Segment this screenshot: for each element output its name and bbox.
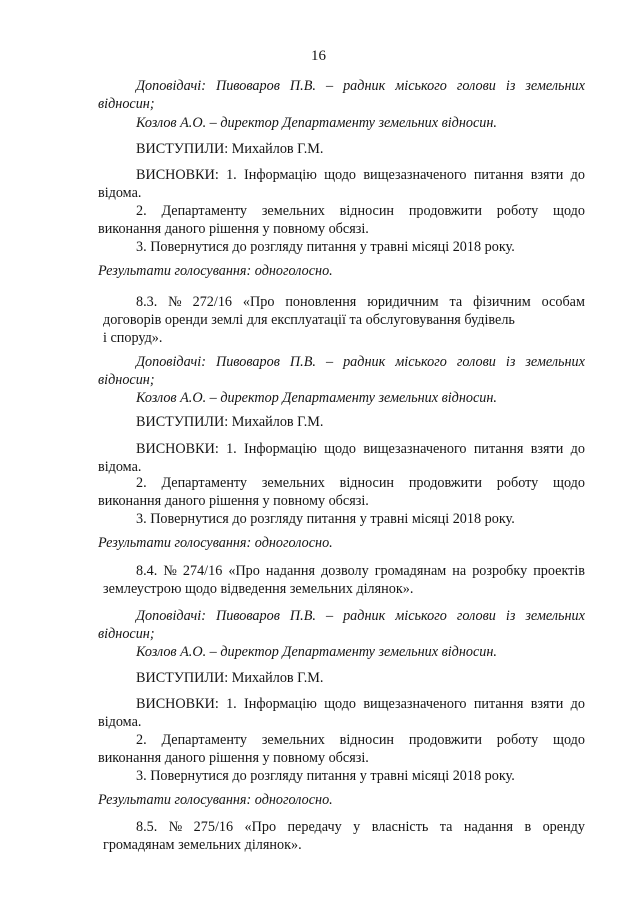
word: взяти — [530, 696, 564, 712]
word: Пивоваров — [215, 354, 280, 370]
agenda-item-line — [136, 562, 585, 580]
word: роботу — [496, 203, 539, 219]
word: питання — [473, 696, 524, 712]
word: 1. — [226, 441, 237, 457]
word: та — [439, 819, 453, 835]
conclusion-line: відома. — [98, 185, 142, 201]
word: із — [505, 354, 516, 370]
conclusion-line — [136, 731, 585, 749]
word: земельних — [525, 608, 585, 624]
agenda-item-line: землеустрою щодо відведення земельних ділянок». — [103, 581, 414, 597]
word: Доповідачі: — [136, 78, 206, 94]
word: «Про — [242, 294, 275, 310]
conclusion-line: відома. — [98, 714, 142, 730]
word: міського — [395, 608, 447, 624]
speakers-line: відносин; — [98, 372, 155, 388]
word: проектів — [533, 563, 585, 579]
word: ВИСНОВКИ: — [136, 167, 219, 183]
word: радник — [343, 354, 386, 370]
word: у — [353, 819, 361, 835]
speakers-line — [136, 353, 585, 371]
word: № — [163, 563, 177, 579]
page-number: 16 — [311, 48, 326, 64]
word: 275/16 — [193, 819, 234, 835]
word: надання — [463, 819, 514, 835]
word: радник — [343, 78, 386, 94]
spoke-line: ВИСТУПИЛИ: Михайлов Г.М. — [136, 414, 324, 430]
conclusion-line: виконання даного рішення у повному обсязі. — [98, 493, 369, 509]
word: фізичним — [473, 294, 531, 310]
word: надання — [265, 563, 316, 579]
word: Інформацію — [244, 696, 317, 712]
word: щодо — [324, 441, 357, 457]
word: продовжити — [408, 732, 482, 748]
agenda-item-line — [136, 818, 585, 836]
word: міського — [395, 354, 447, 370]
word: «Про — [244, 819, 277, 835]
word: власність — [371, 819, 429, 835]
word: П.В. — [289, 354, 316, 370]
word: Доповідачі: — [136, 354, 206, 370]
word: Пивоваров — [215, 608, 280, 624]
word: питання — [473, 441, 524, 457]
speakers-line: Козлов А.О. – директор Департаменту земельних відносин. — [136, 115, 497, 131]
word: щодо — [553, 475, 585, 491]
word: П.В. — [289, 78, 316, 94]
word: роботу — [496, 475, 539, 491]
conclusion-line — [136, 440, 585, 458]
speakers-line: Козлов А.О. – директор Департаменту земельних відносин. — [136, 644, 497, 660]
conclusion-line: відома. — [98, 459, 142, 475]
conclusion-line: 3. Повернутися до розгляду питання у травні місяці 2018 року. — [136, 239, 515, 255]
conclusion-line — [136, 474, 585, 492]
word: вищезазначеного — [363, 441, 467, 457]
word: поновлення — [285, 294, 357, 310]
word: ВИСНОВКИ: — [136, 441, 219, 457]
word: 1. — [226, 167, 237, 183]
word: до — [570, 167, 585, 183]
word: дозволу — [321, 563, 369, 579]
word: питання — [473, 167, 524, 183]
word: Департаменту — [161, 732, 248, 748]
word: в — [524, 819, 532, 835]
word: розробку — [472, 563, 528, 579]
word: голови — [456, 78, 496, 94]
word: 8.3. — [136, 294, 158, 310]
word: – — [325, 354, 334, 370]
word: № — [168, 294, 182, 310]
conclusion-line — [136, 695, 585, 713]
word: радник — [343, 608, 386, 624]
word: 274/16 — [182, 563, 223, 579]
word: особам — [541, 294, 585, 310]
word: земельних — [261, 475, 325, 491]
agenda-item-line — [136, 293, 585, 311]
agenda-item-line: громадянам земельних ділянок». — [103, 837, 302, 853]
word: до — [570, 441, 585, 457]
speakers-line — [136, 607, 585, 625]
word: щодо — [553, 203, 585, 219]
word: взяти — [530, 167, 564, 183]
spoke-line: ВИСТУПИЛИ: Михайлов Г.М. — [136, 670, 324, 686]
word: громадянам — [374, 563, 447, 579]
word: 2. — [136, 203, 147, 219]
word: земельних — [525, 78, 585, 94]
word: – — [325, 78, 334, 94]
word: із — [505, 78, 516, 94]
word: із — [505, 608, 516, 624]
conclusion-line — [136, 202, 585, 220]
word: вищезазначеного — [363, 167, 467, 183]
word: 272/16 — [192, 294, 233, 310]
word: голови — [456, 608, 496, 624]
word: 8.5. — [136, 819, 158, 835]
speakers-line: відносин; — [98, 626, 155, 642]
word: на — [452, 563, 467, 579]
spoke-line: ВИСТУПИЛИ: Михайлов Г.М. — [136, 141, 324, 157]
word: 8.4. — [136, 563, 158, 579]
word: голови — [456, 354, 496, 370]
word: земельних — [261, 203, 325, 219]
speakers-line — [136, 77, 585, 95]
word: земельних — [261, 732, 325, 748]
word: 1. — [226, 696, 237, 712]
word: вищезазначеного — [363, 696, 467, 712]
word: П.В. — [289, 608, 316, 624]
word: до — [570, 696, 585, 712]
word: – — [325, 608, 334, 624]
speakers-line: Козлов А.О. – директор Департаменту земельних відносин. — [136, 390, 497, 406]
conclusion-line: виконання даного рішення у повному обсязі. — [98, 221, 369, 237]
conclusion-line — [136, 166, 585, 184]
word: Департаменту — [161, 475, 248, 491]
word: передачу — [287, 819, 342, 835]
speakers-line: відносин; — [98, 96, 155, 112]
agenda-item-line: і споруд». — [103, 330, 163, 346]
word: відносин — [339, 475, 395, 491]
word: взяти — [530, 441, 564, 457]
word: юридичним — [367, 294, 439, 310]
word: 2. — [136, 475, 147, 491]
word: роботу — [496, 732, 539, 748]
word: щодо — [324, 167, 357, 183]
word: продовжити — [408, 203, 482, 219]
word: № — [168, 819, 183, 835]
word: Інформацію — [244, 441, 317, 457]
word: Доповідачі: — [136, 608, 206, 624]
word: земельних — [525, 354, 585, 370]
word: Інформацію — [244, 167, 317, 183]
word: щодо — [553, 732, 585, 748]
vote-result: Результати голосування: одноголосно. — [98, 263, 333, 279]
word: та — [449, 294, 463, 310]
vote-result: Результати голосування: одноголосно. — [98, 535, 333, 551]
conclusion-line: 3. Повернутися до розгляду питання у травні місяці 2018 року. — [136, 511, 515, 527]
word: щодо — [324, 696, 357, 712]
vote-result: Результати голосування: одноголосно. — [98, 792, 333, 808]
word: міського — [395, 78, 447, 94]
word: ВИСНОВКИ: — [136, 696, 219, 712]
word: Департаменту — [161, 203, 248, 219]
word: оренду — [542, 819, 585, 835]
conclusion-line: виконання даного рішення у повному обсязі. — [98, 750, 369, 766]
word: відносин — [339, 203, 395, 219]
word: Пивоваров — [215, 78, 280, 94]
conclusion-line: 3. Повернутися до розгляду питання у травні місяці 2018 року. — [136, 768, 515, 784]
word: 2. — [136, 732, 147, 748]
word: відносин — [339, 732, 395, 748]
agenda-item-line: договорів оренди землі для експлуатації та обслуговування будівель — [103, 312, 515, 328]
word: продовжити — [408, 475, 482, 491]
word: «Про — [228, 563, 260, 579]
